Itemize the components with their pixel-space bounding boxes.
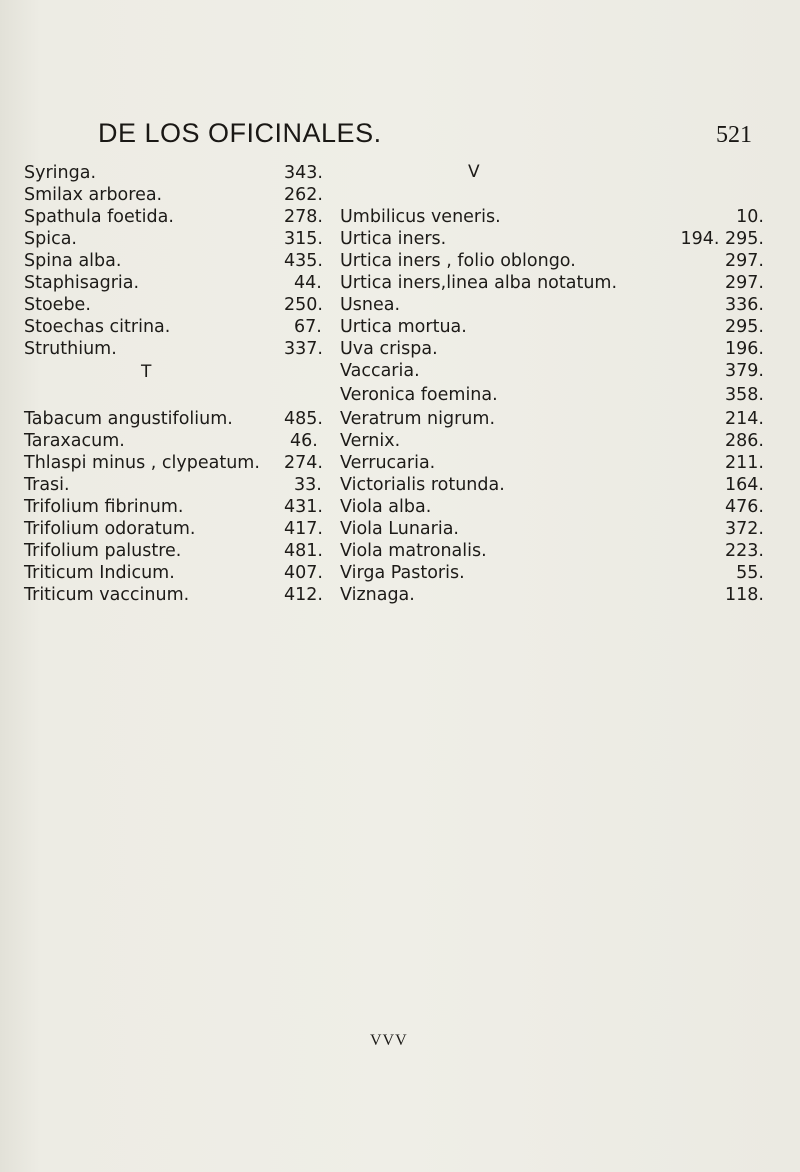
index-entry: Vernix. 286. [340, 431, 764, 451]
index-entry: Trifolium odoratum. 417. [24, 519, 323, 539]
index-entry: Trifolium palustre. 481. [24, 541, 323, 561]
index-entry: Triticum vaccinum. 412. [24, 585, 323, 605]
index-entry: Stoechas citrina. 67. [24, 317, 322, 337]
index-entry: Urtica iners,linea alba notatum. 297. [340, 273, 764, 293]
index-entry: Spica. 315. [24, 229, 323, 249]
index-entry: Veratrum nigrum. 214. [340, 409, 764, 429]
section-letter-v: V [468, 162, 480, 182]
index-entry: Trifolium fibrinum. 431. [24, 497, 323, 517]
index-entry: Uva crispa. 196. [340, 339, 764, 359]
printer-signature: VVV [370, 1032, 408, 1049]
index-entry: Syringa. 343. [24, 163, 323, 183]
index-entry: Thlaspi minus , clypeatum. 274. [24, 453, 323, 473]
page-header [0, 118, 800, 158]
index-entry: Trasi. 33. [24, 475, 322, 495]
section-letter-t: T [141, 362, 152, 382]
index-entry: Usnea. 336. [340, 295, 764, 315]
index-entry: Viola matronalis. 223. [340, 541, 764, 561]
index-entry: Victorialis rotunda. 164. [340, 475, 764, 495]
index-entry: Smilax arborea. 262. [24, 185, 323, 205]
page-title: DE LOS OFICINALES. [98, 118, 382, 148]
index-entry: Viznaga. 118. [340, 585, 764, 605]
index-entry: Viola alba. 476. [340, 497, 764, 517]
index-entry: Spina alba. 435. [24, 251, 323, 271]
index-entry: Veronica foemina. 358. [340, 385, 764, 405]
index-entry: Verrucaria. 211. [340, 453, 764, 473]
index-entry: Triticum Indicum. 407. [24, 563, 323, 583]
index-entry: Stoebe. 250. [24, 295, 323, 315]
index-entry: Viola Lunaria. 372. [340, 519, 764, 539]
index-entry: Virga Pastoris. 55. [340, 563, 764, 583]
index-entry: Spathula foetida. 278. [24, 207, 323, 227]
index-entry: Staphisagria. 44. [24, 273, 322, 293]
index-entry: Taraxacum. 46. [24, 431, 318, 451]
index-entry: Umbilicus veneris. 10. [340, 207, 764, 227]
page-number: 521 [716, 122, 752, 148]
index-entry: Urtica iners. 194. 295. [340, 229, 764, 249]
index-entry: Vaccaria. 379. [340, 361, 764, 381]
index-entry: Struthium. 337. [24, 339, 323, 359]
index-entry: Urtica mortua. 295. [340, 317, 764, 337]
index-entry: Tabacum angustifolium. 485. [24, 409, 323, 429]
index-entry: Urtica iners , folio oblongo. 297. [340, 251, 764, 271]
